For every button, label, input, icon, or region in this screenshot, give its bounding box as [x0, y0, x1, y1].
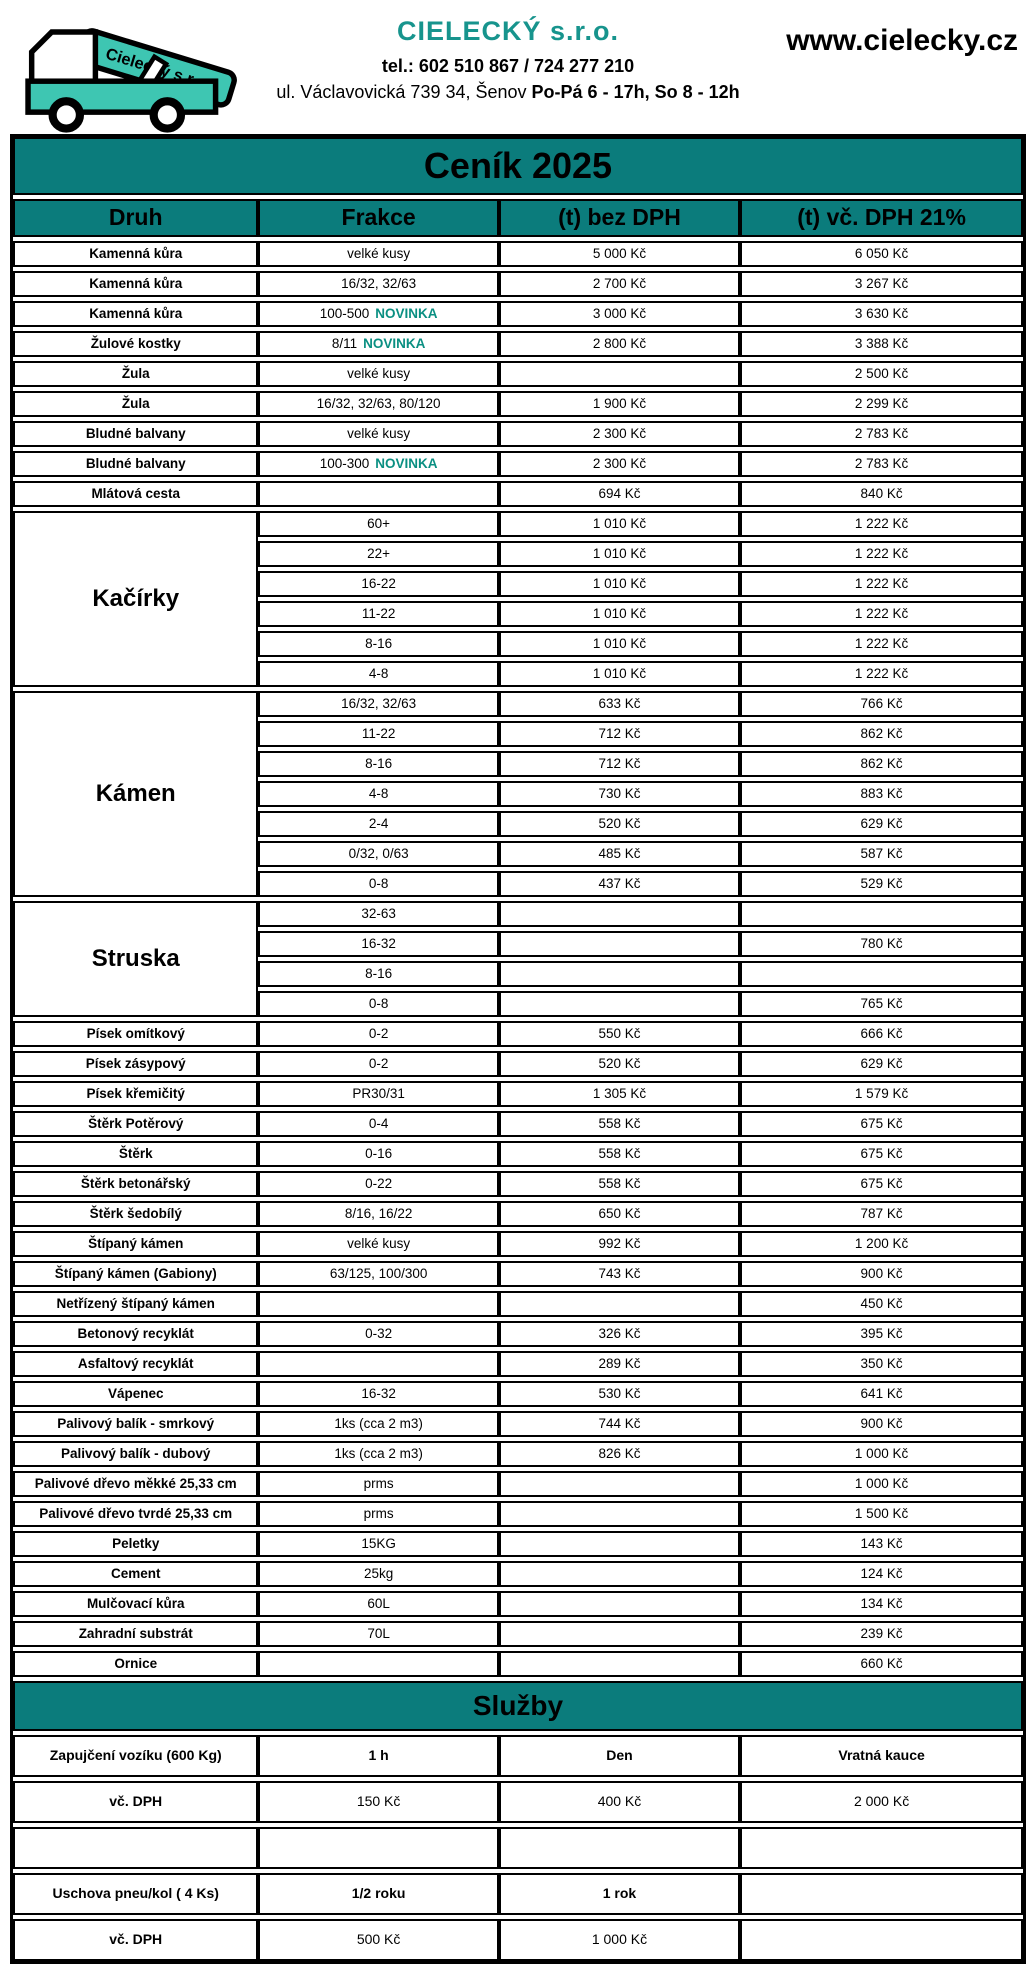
- price-vc-dph-cell: 395 Kč: [740, 1321, 1023, 1347]
- price-vc-dph-cell: 629 Kč: [740, 1051, 1023, 1077]
- price-vc-dph-cell: 450 Kč: [740, 1291, 1023, 1317]
- price-bez-dph-cell: 1 010 Kč: [499, 661, 740, 687]
- frakce-cell: 100-500 NOVINKA: [258, 301, 498, 327]
- price-bez-dph-cell: 1 305 Kč: [499, 1081, 740, 1107]
- opening-hours: Po-Pá 6 - 17h, So 8 - 12h: [531, 82, 740, 102]
- price-vc-dph-cell: 1 222 Kč: [740, 541, 1023, 567]
- pricelist-title-banner: Ceník 2025: [13, 137, 1023, 195]
- frakce-cell: 16-32: [258, 1381, 498, 1407]
- druh-cell: Palivový balík - smrkový: [13, 1411, 258, 1437]
- druh-cell: Štěrk betonářský: [13, 1171, 258, 1197]
- price-bez-dph-cell: 558 Kč: [499, 1171, 740, 1197]
- price-bez-dph-cell: 1 010 Kč: [499, 541, 740, 567]
- druh-cell: Bludné balvany: [13, 451, 258, 477]
- price-bez-dph-cell: 743 Kč: [499, 1261, 740, 1287]
- service-cell: 1 rok: [499, 1873, 740, 1915]
- druh-cell: Netřízený štípaný kámen: [13, 1291, 258, 1317]
- col-header-bez-dph: (t) bez DPH: [499, 199, 740, 237]
- frakce-cell: 63/125, 100/300: [258, 1261, 498, 1287]
- frakce-cell: 1ks (cca 2 m3): [258, 1441, 498, 1467]
- druh-cell: Štípaný kámen: [13, 1231, 258, 1257]
- frakce-cell: 11-22: [258, 721, 498, 747]
- frakce-cell: [258, 481, 498, 507]
- price-bez-dph-cell: [499, 1531, 740, 1557]
- price-vc-dph-cell: 1 000 Kč: [740, 1441, 1023, 1467]
- frakce-cell: 8-16: [258, 751, 498, 777]
- service-cell: vč. DPH: [13, 1781, 258, 1823]
- price-table: [10, 134, 1026, 1964]
- price-vc-dph-cell: 766 Kč: [740, 691, 1023, 717]
- druh-cell: Štípaný kámen (Gabiony): [13, 1261, 258, 1287]
- service-cell: 1/2 roku: [258, 1873, 498, 1915]
- frakce-cell: 8/16, 16/22: [258, 1201, 498, 1227]
- price-vc-dph-cell: 1 200 Kč: [740, 1231, 1023, 1257]
- price-vc-dph-cell: [740, 961, 1023, 987]
- street-address: ul. Václavovická 739 34, Šenov: [276, 82, 527, 102]
- frakce-cell: 2-4: [258, 811, 498, 837]
- col-header-vc-dph: (t) vč. DPH 21%: [740, 199, 1023, 237]
- frakce-cell: 16-22: [258, 571, 498, 597]
- price-vc-dph-cell: 780 Kč: [740, 931, 1023, 957]
- price-vc-dph-cell: 862 Kč: [740, 751, 1023, 777]
- price-bez-dph-cell: 2 300 Kč: [499, 421, 740, 447]
- price-vc-dph-cell: 1 000 Kč: [740, 1471, 1023, 1497]
- frakce-cell: [258, 1651, 498, 1677]
- price-bez-dph-cell: 2 800 Kč: [499, 331, 740, 357]
- frakce-cell: 0/32, 0/63: [258, 841, 498, 867]
- price-bez-dph-cell: 520 Kč: [499, 1051, 740, 1077]
- service-cell: 2 000 Kč: [740, 1781, 1023, 1823]
- price-vc-dph-cell: 350 Kč: [740, 1351, 1023, 1377]
- group-cell: Kámen: [13, 691, 258, 897]
- service-cell: vč. DPH: [13, 1919, 258, 1961]
- frakce-cell: 16-32: [258, 931, 498, 957]
- price-bez-dph-cell: 1 010 Kč: [499, 571, 740, 597]
- frakce-cell: 0-8: [258, 871, 498, 897]
- price-bez-dph-cell: 1 010 Kč: [499, 631, 740, 657]
- frakce-cell: 8-16: [258, 631, 498, 657]
- druh-cell: Žula: [13, 391, 258, 417]
- druh-cell: Písek křemičitý: [13, 1081, 258, 1107]
- frakce-cell: 0-16: [258, 1141, 498, 1167]
- price-bez-dph-cell: 730 Kč: [499, 781, 740, 807]
- price-bez-dph-cell: 558 Kč: [499, 1141, 740, 1167]
- druh-cell: Kamenná kůra: [13, 271, 258, 297]
- price-vc-dph-cell: 1 500 Kč: [740, 1501, 1023, 1527]
- price-bez-dph-cell: 530 Kč: [499, 1381, 740, 1407]
- druh-cell: Písek zásypový: [13, 1051, 258, 1077]
- service-cell: Uschova pneu/kol ( 4 Ks): [13, 1873, 258, 1915]
- price-vc-dph-cell: 1 222 Kč: [740, 661, 1023, 687]
- price-vc-dph-cell: 3 267 Kč: [740, 271, 1023, 297]
- druh-cell: Cement: [13, 1561, 258, 1587]
- frakce-cell: 16/32, 32/63: [258, 691, 498, 717]
- druh-cell: Mlátová cesta: [13, 481, 258, 507]
- price-bez-dph-cell: 5 000 Kč: [499, 241, 740, 267]
- price-vc-dph-cell: 2 299 Kč: [740, 391, 1023, 417]
- price-vc-dph-cell: 124 Kč: [740, 1561, 1023, 1587]
- druh-cell: Štěrk šedobílý: [13, 1201, 258, 1227]
- frakce-cell: 25kg: [258, 1561, 498, 1587]
- druh-cell: Palivové dřevo tvrdé 25,33 cm: [13, 1501, 258, 1527]
- logo-text: Cielecký: [103, 44, 173, 82]
- price-vc-dph-cell: 529 Kč: [740, 871, 1023, 897]
- price-vc-dph-cell: 2 783 Kč: [740, 421, 1023, 447]
- frakce-cell: [258, 1291, 498, 1317]
- group-cell: Struska: [13, 901, 258, 1017]
- price-vc-dph-cell: 1 222 Kč: [740, 571, 1023, 597]
- price-bez-dph-cell: [499, 1471, 740, 1497]
- service-cell: 400 Kč: [499, 1781, 740, 1823]
- price-vc-dph-cell: 2 783 Kč: [740, 451, 1023, 477]
- frakce-cell: 60L: [258, 1591, 498, 1617]
- price-bez-dph-cell: 485 Kč: [499, 841, 740, 867]
- company-name: CIELECKÝ s.r.o.: [396, 16, 620, 46]
- druh-cell: Peletky: [13, 1531, 258, 1557]
- price-bez-dph-cell: 992 Kč: [499, 1231, 740, 1257]
- service-cell: 1 h: [258, 1735, 498, 1777]
- frakce-cell: 70L: [258, 1621, 498, 1647]
- frakce-cell: 0-4: [258, 1111, 498, 1137]
- price-bez-dph-cell: [499, 1291, 740, 1317]
- druh-cell: Ornice: [13, 1651, 258, 1677]
- frakce-cell: velké kusy: [258, 361, 498, 387]
- service-cell: [740, 1919, 1023, 1961]
- company-logo-truck-icon: [14, 12, 246, 134]
- price-bez-dph-cell: [499, 901, 740, 927]
- price-vc-dph-cell: 6 050 Kč: [740, 241, 1023, 267]
- price-bez-dph-cell: 744 Kč: [499, 1411, 740, 1437]
- service-cell: Den: [499, 1735, 740, 1777]
- phone-number: 602 510 867 / 724 277 210: [418, 56, 635, 76]
- frakce-cell: 15KG: [258, 1531, 498, 1557]
- druh-cell: Bludné balvany: [13, 421, 258, 447]
- price-bez-dph-cell: 826 Kč: [499, 1441, 740, 1467]
- price-vc-dph-cell: 900 Kč: [740, 1411, 1023, 1437]
- frakce-cell: 16/32, 32/63, 80/120: [258, 391, 498, 417]
- price-bez-dph-cell: [499, 961, 740, 987]
- price-bez-dph-cell: 650 Kč: [499, 1201, 740, 1227]
- service-cell: 150 Kč: [258, 1781, 498, 1823]
- frakce-cell: prms: [258, 1471, 498, 1497]
- price-vc-dph-cell: 2 500 Kč: [740, 361, 1023, 387]
- price-bez-dph-cell: 694 Kč: [499, 481, 740, 507]
- price-bez-dph-cell: [499, 931, 740, 957]
- col-header-frakce: Frakce: [258, 199, 498, 237]
- price-vc-dph-cell: 641 Kč: [740, 1381, 1023, 1407]
- druh-cell: Vápenec: [13, 1381, 258, 1407]
- price-vc-dph-cell: 134 Kč: [740, 1591, 1023, 1617]
- frakce-cell: 8-16: [258, 961, 498, 987]
- price-bez-dph-cell: [499, 361, 740, 387]
- frakce-cell: 0-2: [258, 1051, 498, 1077]
- price-bez-dph-cell: 1 010 Kč: [499, 601, 740, 627]
- price-bez-dph-cell: 3 000 Kč: [499, 301, 740, 327]
- frakce-cell: prms: [258, 1501, 498, 1527]
- service-cell: [499, 1827, 740, 1869]
- druh-cell: Žulové kostky: [13, 331, 258, 357]
- frakce-cell: 1ks (cca 2 m3): [258, 1411, 498, 1437]
- service-cell: 1 000 Kč: [499, 1919, 740, 1961]
- price-bez-dph-cell: 2 700 Kč: [499, 271, 740, 297]
- frakce-cell: 0-32: [258, 1321, 498, 1347]
- page-header: [0, 0, 1036, 134]
- novinka-badge: NOVINKA: [363, 335, 426, 351]
- price-bez-dph-cell: 1 010 Kč: [499, 511, 740, 537]
- service-cell: Vratná kauce: [740, 1735, 1023, 1777]
- frakce-cell: 4-8: [258, 661, 498, 687]
- price-bez-dph-cell: 520 Kč: [499, 811, 740, 837]
- price-bez-dph-cell: 633 Kč: [499, 691, 740, 717]
- price-bez-dph-cell: 437 Kč: [499, 871, 740, 897]
- frakce-cell: 0-2: [258, 1021, 498, 1047]
- frakce-cell: 32-63: [258, 901, 498, 927]
- service-cell: 500 Kč: [258, 1919, 498, 1961]
- price-vc-dph-cell: 629 Kč: [740, 811, 1023, 837]
- price-vc-dph-cell: 143 Kč: [740, 1531, 1023, 1557]
- price-bez-dph-cell: 289 Kč: [499, 1351, 740, 1377]
- service-cell: Zapujčení vozíku (600 Kg): [13, 1735, 258, 1777]
- price-bez-dph-cell: 326 Kč: [499, 1321, 740, 1347]
- frakce-cell: [258, 1351, 498, 1377]
- price-bez-dph-cell: [499, 1561, 740, 1587]
- druh-cell: Štěrk Potěrový: [13, 1111, 258, 1137]
- druh-cell: Mulčovací kůra: [13, 1591, 258, 1617]
- price-vc-dph-cell: [740, 901, 1023, 927]
- services-title-banner: Služby: [13, 1681, 1023, 1731]
- price-vc-dph-cell: 900 Kč: [740, 1261, 1023, 1287]
- price-vc-dph-cell: 587 Kč: [740, 841, 1023, 867]
- service-cell: [740, 1873, 1023, 1915]
- price-bez-dph-cell: [499, 991, 740, 1017]
- price-bez-dph-cell: 550 Kč: [499, 1021, 740, 1047]
- header-center: [248, 16, 768, 103]
- frakce-cell: 22+: [258, 541, 498, 567]
- frakce-cell: 11-22: [258, 601, 498, 627]
- price-vc-dph-cell: 1 222 Kč: [740, 631, 1023, 657]
- price-vc-dph-cell: 675 Kč: [740, 1111, 1023, 1137]
- service-cell: [740, 1827, 1023, 1869]
- price-vc-dph-cell: 666 Kč: [740, 1021, 1023, 1047]
- price-bez-dph-cell: [499, 1651, 740, 1677]
- frakce-cell: 8/11 NOVINKA: [258, 331, 498, 357]
- col-header-druh: Druh: [13, 199, 258, 237]
- service-cell: [258, 1827, 498, 1869]
- druh-cell: Palivové dřevo měkké 25,33 cm: [13, 1471, 258, 1497]
- service-cell: [13, 1827, 258, 1869]
- price-vc-dph-cell: 239 Kč: [740, 1621, 1023, 1647]
- frakce-cell: 60+: [258, 511, 498, 537]
- group-cell: Kačírky: [13, 511, 258, 687]
- frakce-cell: velké kusy: [258, 1231, 498, 1257]
- price-bez-dph-cell: 558 Kč: [499, 1111, 740, 1137]
- phone-line: [248, 56, 768, 77]
- price-bez-dph-cell: 1 900 Kč: [499, 391, 740, 417]
- price-vc-dph-cell: 765 Kč: [740, 991, 1023, 1017]
- novinka-badge: NOVINKA: [375, 305, 438, 321]
- address-line: [248, 82, 768, 103]
- frakce-cell: 100-300 NOVINKA: [258, 451, 498, 477]
- price-bez-dph-cell: 2 300 Kč: [499, 451, 740, 477]
- frakce-cell: 0-8: [258, 991, 498, 1017]
- frakce-cell: PR30/31: [258, 1081, 498, 1107]
- phone-label: tel.:: [381, 56, 414, 76]
- druh-cell: Písek omítkový: [13, 1021, 258, 1047]
- price-bez-dph-cell: [499, 1621, 740, 1647]
- druh-cell: Kamenná kůra: [13, 241, 258, 267]
- druh-cell: Štěrk: [13, 1141, 258, 1167]
- website-url: www.cielecky.cz: [786, 24, 1018, 57]
- price-vc-dph-cell: 1 579 Kč: [740, 1081, 1023, 1107]
- price-bez-dph-cell: [499, 1501, 740, 1527]
- price-vc-dph-cell: 787 Kč: [740, 1201, 1023, 1227]
- price-vc-dph-cell: 675 Kč: [740, 1171, 1023, 1197]
- price-bez-dph-cell: 712 Kč: [499, 751, 740, 777]
- price-vc-dph-cell: 1 222 Kč: [740, 511, 1023, 537]
- frakce-cell: 4-8: [258, 781, 498, 807]
- frakce-cell: 16/32, 32/63: [258, 271, 498, 297]
- frakce-cell: velké kusy: [258, 241, 498, 267]
- frakce-cell: 0-22: [258, 1171, 498, 1197]
- price-vc-dph-cell: 3 630 Kč: [740, 301, 1023, 327]
- price-vc-dph-cell: 3 388 Kč: [740, 331, 1023, 357]
- price-vc-dph-cell: 660 Kč: [740, 1651, 1023, 1677]
- price-vc-dph-cell: 675 Kč: [740, 1141, 1023, 1167]
- druh-cell: Asfaltový recyklát: [13, 1351, 258, 1377]
- druh-cell: Zahradní substrát: [13, 1621, 258, 1647]
- druh-cell: Kamenná kůra: [13, 301, 258, 327]
- novinka-badge: NOVINKA: [375, 455, 438, 471]
- frakce-cell: velké kusy: [258, 421, 498, 447]
- price-vc-dph-cell: 840 Kč: [740, 481, 1023, 507]
- druh-cell: Betonový recyklát: [13, 1321, 258, 1347]
- price-bez-dph-cell: [499, 1591, 740, 1617]
- price-vc-dph-cell: 883 Kč: [740, 781, 1023, 807]
- druh-cell: Palivový balík - dubový: [13, 1441, 258, 1467]
- price-bez-dph-cell: 712 Kč: [499, 721, 740, 747]
- price-vc-dph-cell: 862 Kč: [740, 721, 1023, 747]
- druh-cell: Žula: [13, 361, 258, 387]
- price-vc-dph-cell: 1 222 Kč: [740, 601, 1023, 627]
